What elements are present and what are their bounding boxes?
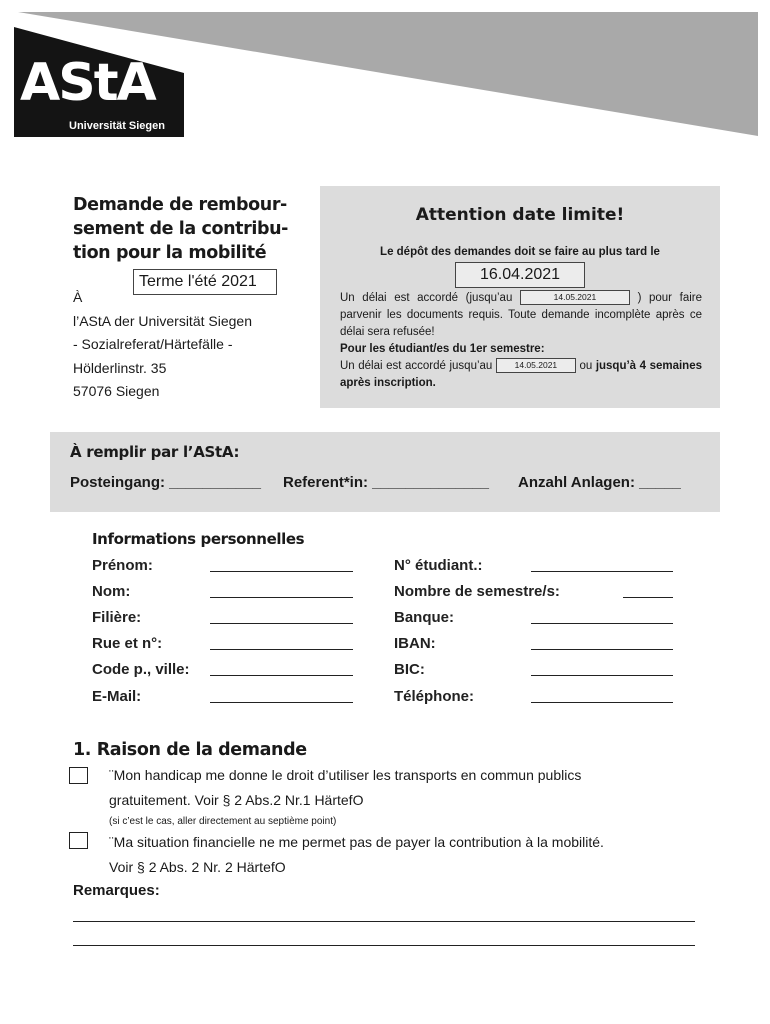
option-2-line-2: Voir § 2 Abs. 2 Nr. 2 HärtefO <box>109 859 286 875</box>
option-2-line-1: ¨Ma situation financielle ne me permet pas de payer la contribution à la mobilité. <box>109 834 604 850</box>
remarks-line-1[interactable] <box>73 921 695 922</box>
office-use-box <box>50 432 720 512</box>
iban-input[interactable] <box>531 649 673 650</box>
logo-subtitle: Universität Siegen <box>69 120 165 132</box>
phone-label: Téléphone: <box>394 688 475 705</box>
remarks-line-2[interactable] <box>73 945 695 946</box>
first-semester-date: 14.05.2021 <box>496 358 576 373</box>
first-semester-title: Pour les étudiant/es du 1er semestre: <box>340 343 545 355</box>
deadline-notice <box>320 186 720 408</box>
semesters-label: Nombre de semestre/s: <box>394 583 560 600</box>
bank-label: Banque: <box>394 609 454 626</box>
student-number-label: N° étudiant.: <box>394 557 483 574</box>
posteingang-field[interactable]: Posteingang: ___________ <box>70 474 261 491</box>
financial-checkbox[interactable] <box>69 832 88 849</box>
ville-label: Code p., ville: <box>92 661 190 678</box>
prenom-input[interactable] <box>210 571 353 572</box>
delay-date: 14.05.2021 <box>520 290 630 305</box>
rue-input[interactable] <box>210 649 353 650</box>
semesters-input[interactable] <box>623 597 673 598</box>
filiere-input[interactable] <box>210 623 353 624</box>
recipient-address: À l’AStA der Universität Siegen - Sozialreferat/Härtefälle - Hölderlinstr. 35 57076 Siegen <box>73 289 252 399</box>
prenom-label: Prénom: <box>92 557 153 574</box>
deadline-body: Un délai est accordé (jusqu’au 14.05.2021 ) pour faire parvenir les documents requis. Toute demande incomplète après ce délai sera refusée! Pour les étudiant/es du 1er semestre: Un délai est accordé jusqu’au 14.05.2021 ou jusqu’à 4 semaines après inscription. <box>340 292 703 389</box>
nom-input[interactable] <box>210 597 353 598</box>
bank-input[interactable] <box>531 623 673 624</box>
referent-field[interactable]: Referent*in: ______________ <box>283 474 489 491</box>
bic-input[interactable] <box>531 675 673 676</box>
form-title: Demande de rembour- sement de la contribu- tion pour la mobilité <box>73 195 288 263</box>
ville-input[interactable] <box>210 675 353 676</box>
remarks-label: Remarques: <box>73 882 160 899</box>
asta-logo <box>14 27 184 137</box>
anlagen-field[interactable]: Anzahl Anlagen: _____ <box>518 474 681 491</box>
option-1-line-1: ¨Mon handicap me donne le droit d’utiliser les transports en commun publics <box>109 767 582 783</box>
personal-info-title: Informations personnelles <box>92 530 305 548</box>
rue-label: Rue et n°: <box>92 635 163 652</box>
iban-label: IBAN: <box>394 635 436 652</box>
logo-text: AStA <box>20 53 155 113</box>
bic-label: BIC: <box>394 661 425 678</box>
handicap-checkbox[interactable] <box>69 767 88 784</box>
office-use-title: À remplir par l’AStA: <box>70 443 240 461</box>
option-1-note: (si c’est le cas, aller directement au septième point) <box>109 816 337 827</box>
phone-input[interactable] <box>531 702 673 703</box>
option-1-line-2: gratuitement. Voir § 2 Abs.2 Nr.1 HärtefO <box>109 792 364 808</box>
section-1-title: 1. Raison de la demande <box>73 740 307 760</box>
student-number-input[interactable] <box>531 571 673 572</box>
email-input[interactable] <box>210 702 353 703</box>
deadline-intro: Le dépôt des demandes doit se faire au plus tard le <box>380 246 660 258</box>
nom-label: Nom: <box>92 583 131 600</box>
email-label: E-Mail: <box>92 688 142 705</box>
term-field[interactable]: Terme l'été 2021 <box>133 269 277 295</box>
deadline-date: 16.04.2021 <box>455 262 585 288</box>
deadline-title: Attention date limite! <box>415 205 625 225</box>
filiere-label: Filière: <box>92 609 142 626</box>
